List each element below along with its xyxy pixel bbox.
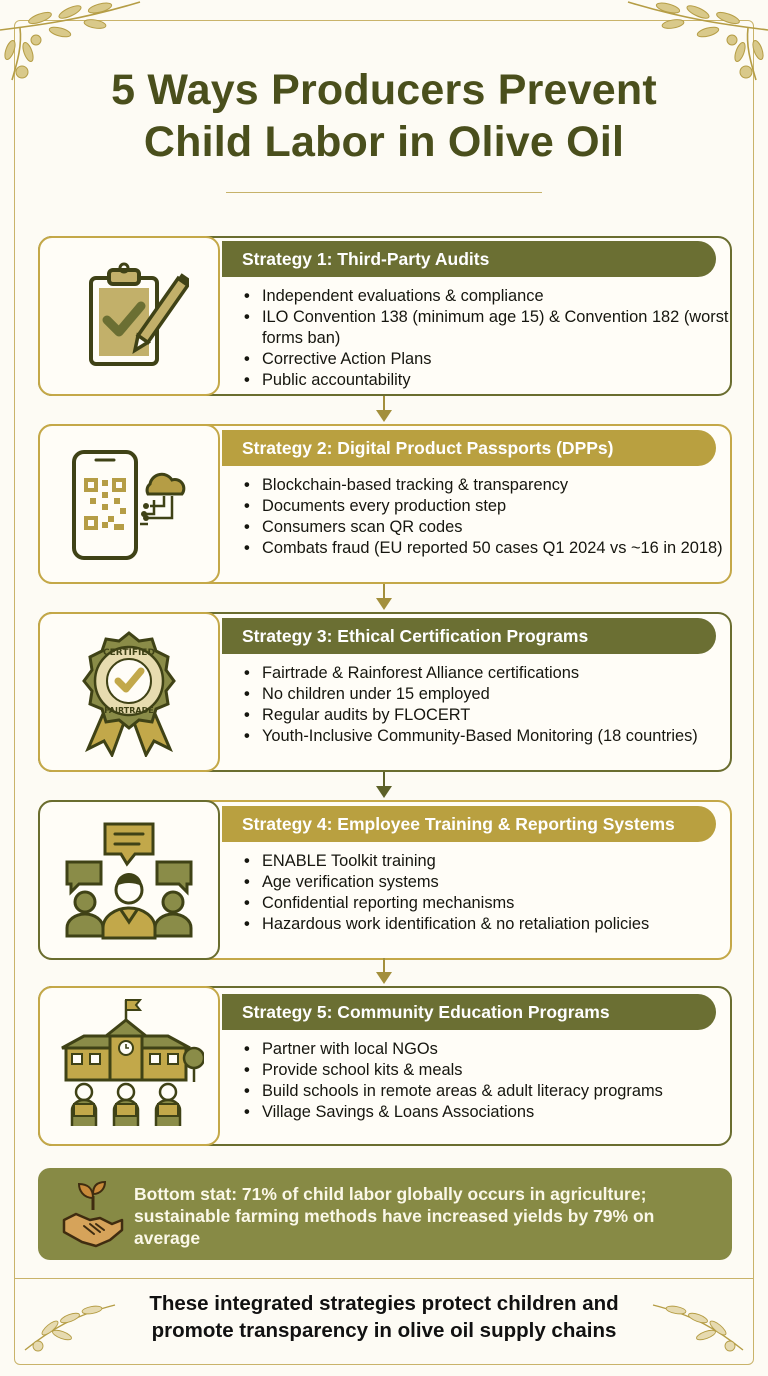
handshake-sprout-icon [60, 1180, 126, 1248]
list-item: • Hazardous work identification & no retaliation policies [244, 914, 734, 935]
list-item: • Consumers scan QR codes [244, 517, 734, 538]
list-item: • Fairtrade & Rainforest Alliance certifications [244, 663, 734, 684]
list-item: • Independent evaluations & compliance [244, 286, 734, 307]
list-item: • Public accountability [244, 370, 734, 391]
team-chat-icon [59, 820, 199, 940]
arrow-down-icon [374, 772, 394, 800]
badge-top-text: CERTIFIED [103, 648, 155, 658]
certified-badge-icon [64, 627, 194, 757]
page-title [60, 64, 708, 168]
list-item: • Village Savings & Loans Associations [244, 1102, 734, 1123]
footer-line-2: promote transparency in olive oil supply chains [151, 1319, 617, 1342]
footer-divider [14, 1278, 754, 1279]
title-divider [226, 192, 542, 193]
strategy-icon-panel-2 [38, 424, 220, 584]
strategy-heading-1: Strategy 1: Third-Party Audits [222, 241, 716, 277]
arrow-down-icon [374, 396, 394, 424]
bottom-stat-text: Bottom stat: 71% of child labor globally occurs in agriculture; sustainable farming methods have increased yields by 79% on average [134, 1184, 655, 1248]
list-item: • Combats fraud (EU reported 50 cases Q1 2024 vs ~16 in 2018) [244, 538, 734, 559]
title-line-1: 5 Ways Producers Prevent [111, 66, 657, 114]
list-item: • Regular audits by FLOCERT [244, 705, 734, 726]
badge-bottom-text: FAIRTRADE [104, 706, 154, 715]
strategy-icon-panel-1 [38, 236, 220, 396]
list-item: • Provide school kits & meals [244, 1060, 734, 1081]
arrow-down-icon [374, 958, 394, 986]
list-item: • ILO Convention 138 (minimum age 15) & Convention 182 (worst forms ban) [244, 307, 734, 349]
list-item: • No children under 15 employed [244, 684, 734, 705]
strategy-bullets-5 [244, 1039, 734, 1123]
phone-qr-cloud-icon [64, 444, 194, 564]
school-children-icon [54, 996, 204, 1136]
clipboard-check-icon [69, 256, 189, 376]
strategy-icon-panel-3 [38, 612, 220, 772]
strategy-icon-panel-5 [38, 986, 220, 1146]
footer-line-1: These integrated strategies protect children and [149, 1292, 619, 1315]
strategy-heading-5: Strategy 5: Community Education Programs [222, 994, 716, 1030]
arrow-down-icon [374, 584, 394, 612]
strategy-heading-2: Strategy 2: Digital Product Passports (DPPs) [222, 430, 716, 466]
strategy-icon-panel-4 [38, 800, 220, 960]
footer-summary [40, 1290, 728, 1344]
list-item: • Build schools in remote areas & adult literacy programs [244, 1081, 734, 1102]
list-item: • Confidential reporting mechanisms [244, 893, 734, 914]
list-item: • Documents every production step [244, 496, 734, 517]
strategy-bullets-1 [244, 286, 734, 391]
list-item: • Blockchain-based tracking & transparency [244, 475, 734, 496]
strategy-heading-4: Strategy 4: Employee Training & Reporting Systems [222, 806, 716, 842]
strategy-heading-3: Strategy 3: Ethical Certification Programs [222, 618, 716, 654]
bottom-stat-box [38, 1168, 732, 1260]
list-item: • Age verification systems [244, 872, 734, 893]
list-item: • Corrective Action Plans [244, 349, 734, 370]
list-item: • Partner with local NGOs [244, 1039, 734, 1060]
strategy-bullets-3 [244, 663, 734, 747]
title-line-2: Child Labor in Olive Oil [143, 118, 625, 166]
list-item: • Youth-Inclusive Community-Based Monitoring (18 countries) [244, 726, 734, 747]
list-item: • ENABLE Toolkit training [244, 851, 734, 872]
strategy-bullets-2 [244, 475, 734, 559]
strategy-bullets-4 [244, 851, 734, 935]
